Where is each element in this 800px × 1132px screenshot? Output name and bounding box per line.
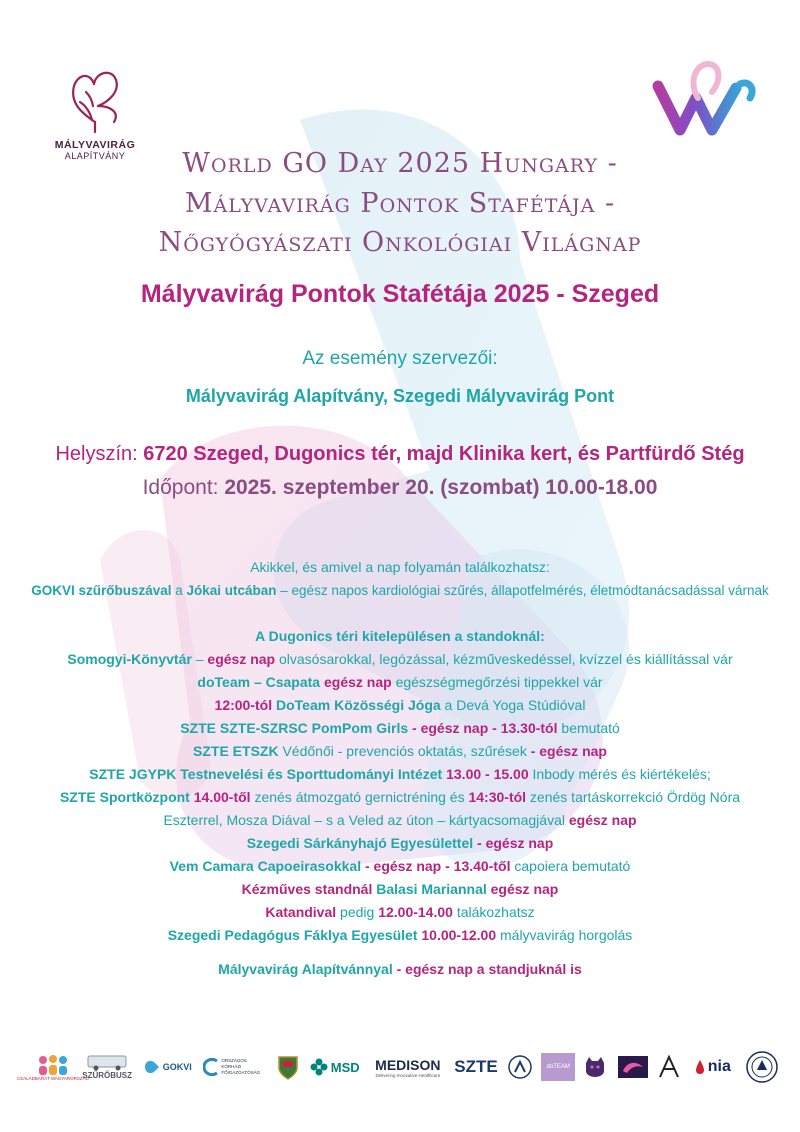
capoeira-a: Vem Camara Capoeirasokkal — [169, 858, 362, 874]
kezmuves-a: Kézműves standnál — [241, 881, 373, 897]
katandi-c: 12.00-14.00 — [378, 904, 453, 920]
pompom-b: - egész nap - — [408, 720, 501, 736]
okfo-logo-icon — [203, 1058, 219, 1076]
faklya-b: 10.00-12.00 — [417, 927, 497, 943]
item-faklya — [0, 924, 800, 947]
family-logo-icon — [35, 1054, 71, 1076]
sponsor-strip — [16, 1042, 780, 1092]
item-etszk — [0, 740, 800, 763]
item-pompom — [0, 717, 800, 740]
sport1-b: 14.00-től — [189, 789, 251, 805]
organizers-label: Az esemény szervezői: — [302, 348, 498, 369]
time-value: 2025. szeptember 20. (szombat) 10.00-18.00 — [224, 476, 658, 499]
event-subtitle: Mályvavirág Pontok Stafétája 2025 - Szeged — [140, 280, 660, 308]
item-jgypk — [0, 763, 800, 786]
seal-logo-icon — [745, 1050, 779, 1084]
msd-logo-icon — [310, 1058, 328, 1076]
sponsor-okfo — [202, 1047, 268, 1087]
etszk-a: SZTE ETSZK — [193, 743, 279, 759]
kezmuves-c: egész nap — [486, 881, 559, 897]
joga-b: DoTeam Közösségi Jóga — [272, 697, 441, 713]
sponsor-a-logo — [656, 1047, 682, 1087]
capoeira-c: 13.40-től — [453, 858, 511, 874]
item-capoeira — [0, 855, 800, 878]
item-doteam — [0, 671, 800, 694]
sport-logo-icon — [507, 1054, 533, 1080]
nia-drop-icon — [695, 1059, 705, 1075]
flower-logo-icon — [60, 62, 130, 134]
intro-text: Akikkel, és amivel a nap folyamán találkozhatsz: — [250, 559, 550, 575]
item-sport-1 — [0, 786, 800, 809]
bus-icon — [87, 1055, 127, 1071]
jgypk-a: SZTE JGYPK Testnevelési és Sporttudományi Intézet — [89, 766, 443, 782]
joga-a: 12:00-tól — [214, 697, 273, 713]
alapitvany-c: a standjuknál is — [472, 961, 582, 977]
gokvi-line — [0, 580, 800, 603]
sport1-c: zenés átmozgató gernictréning és — [250, 789, 469, 805]
location-value: 6720 Szeged, Dugonics tér, majd Klinika kert, és Partfürdő Stég — [143, 443, 745, 465]
joga-c: a Devá Yoga Stúdióval — [440, 697, 586, 713]
capoeira-d: capoiera bemutató — [510, 858, 631, 874]
sponsor-doteam — [541, 1053, 575, 1081]
alapitvany-a: Mályvavirág Alapítvánnyal — [218, 961, 393, 977]
sponsor-nia-label: nia — [707, 1058, 731, 1075]
item-joga — [0, 694, 800, 717]
cat-logo-icon — [583, 1055, 607, 1079]
sponsor-szte-label: SZTE — [454, 1057, 498, 1076]
pompom-c: 13.30-tól — [500, 720, 558, 736]
dugonics-title: A Dugonics téri kitelepülésen a standoknál: — [255, 628, 545, 644]
sponsor-dragon — [616, 1047, 650, 1087]
sponsor-msd-label: MSD — [330, 1059, 360, 1075]
item-sarkany — [0, 832, 800, 855]
item-alapitvany — [0, 958, 800, 981]
pompom-d: bemutató — [557, 720, 620, 736]
sponsor-nia — [688, 1047, 738, 1087]
gokvi-d: – egész napos kardiológiai szűrés, állapotfelmérés, életmódtanácsadással várnak — [276, 583, 769, 598]
sponsor-cat — [581, 1047, 609, 1087]
header-line-1: World GO Day 2025 Hungary - — [182, 148, 618, 179]
time-label: Időpont: — [142, 476, 225, 499]
jgypk-c: Inbody mérés és kiértékelés; — [528, 766, 711, 782]
sponsor-msd — [307, 1047, 363, 1087]
sponsor-szurobusz-label: SZŰRŐBUSZ — [82, 1070, 133, 1080]
sponsor-gokvi-label: GOKVI — [162, 1062, 192, 1072]
sponsor-gokvi — [138, 1047, 196, 1087]
capoeira-b: - egész nap - — [361, 858, 454, 874]
sport1-e: zenés tartáskorrekció Ördög Nóra — [526, 789, 741, 805]
sarkany-a: Szegedi Sárkányhajó Egyesülettel — [246, 835, 474, 851]
katandi-b: pedig — [336, 904, 379, 920]
location-label: Helyszín: — [55, 443, 144, 465]
jgypk-b: 13.00 - 15.00 — [442, 766, 529, 782]
item-sport-2 — [0, 809, 800, 832]
katandi-a: Katandival — [265, 904, 337, 920]
somogyi-b: – — [191, 651, 208, 667]
sport2-a: Eszterrel, Mosza Diával – s a Veled az úton – kártyacsomagjával — [163, 812, 565, 828]
item-somogyi — [0, 648, 800, 671]
faklya-c: mályvavirág horgolás — [496, 927, 633, 943]
crest-icon — [277, 1054, 299, 1080]
sponsor-szte — [453, 1047, 499, 1087]
sport1-d: 14:30-tól — [468, 789, 527, 805]
sponsor-medison-label: MEDISON — [375, 1056, 441, 1073]
katandi-d: talákozhatsz — [452, 904, 535, 920]
kezmuves-b: Balasi Mariannal — [372, 881, 487, 897]
sport2-b: egész nap — [564, 812, 637, 828]
somogyi-a: Somogyi-Könyvtár — [67, 651, 192, 667]
pompom-a: SZTE SZTE-SZRSC PomPom Girls — [180, 720, 409, 736]
somogyi-d: olvasósarokkal, legózással, kézműveskedéssel, kvízzel és kiállítással vár — [275, 651, 733, 667]
alapitvany-b: - egész nap — [392, 961, 473, 977]
gokvi-a: GOKVI szűrőbuszával — [31, 583, 172, 598]
item-katandi — [0, 901, 800, 924]
somogyi-c: egész nap — [207, 651, 276, 667]
dragon-logo-icon — [617, 1055, 649, 1079]
sponsor-okfo-label: ORSZÁGOS KÓRHÁZI FŐIGAZGATÓSÁG — [221, 1058, 261, 1075]
sponsor-doteam-label: doTEAM — [546, 1064, 570, 1070]
sponsor-medison — [369, 1047, 447, 1087]
logo-sub: ALAPÍTVÁNY — [64, 151, 126, 161]
doteam-b: egész nap — [320, 674, 392, 690]
sponsor-szeged-crest — [275, 1047, 301, 1087]
faklya-a: Szegedi Pedagógus Fáklya Egyesület — [167, 927, 418, 943]
sponsor-csaladbarat-label: CSALÁDBARÁT MAGYARORSZÁG — [16, 1075, 90, 1081]
header-line-2: Mályvavirág Pontok Stafétája - — [184, 188, 616, 219]
letter-a-logo-icon — [658, 1055, 680, 1079]
world-go-day-logo-icon — [652, 58, 762, 138]
sport1-a: SZTE Sportközpont — [59, 789, 190, 805]
gokvi-b: a — [171, 583, 187, 598]
doteam-a: doTeam – Csapata — [197, 674, 321, 690]
location-line — [0, 443, 800, 466]
sponsor-szurobusz — [82, 1047, 132, 1087]
organizers-names: Mályvavirág Alapítvány, Szegedi Mályvavirág Pont — [185, 386, 615, 406]
etszk-b: Védőnői - prevenciós oktatás, szűrések — [278, 743, 527, 759]
logo-name: MÁLYVAVIRÁG — [54, 139, 136, 151]
sponsor-sport — [505, 1047, 535, 1087]
doteam-c: egészségmegőrzési tippekkel vár — [391, 674, 603, 690]
sponsor-medison-sub: Delivering Innovative Healthcare — [375, 1072, 441, 1078]
sponsor-csaladbarat — [16, 1047, 90, 1087]
gokvi-c: Jókai utcában — [186, 583, 277, 598]
gokvi-logo-icon — [143, 1058, 161, 1076]
item-kezmuves — [0, 878, 800, 901]
sarkany-b: - egész nap — [473, 835, 554, 851]
time-line — [0, 476, 800, 500]
header-line-3: Nőgyógyászati Onkológiai Világnap — [158, 227, 642, 258]
sponsor-seal — [744, 1047, 780, 1087]
etszk-c: - egész nap — [526, 743, 607, 759]
